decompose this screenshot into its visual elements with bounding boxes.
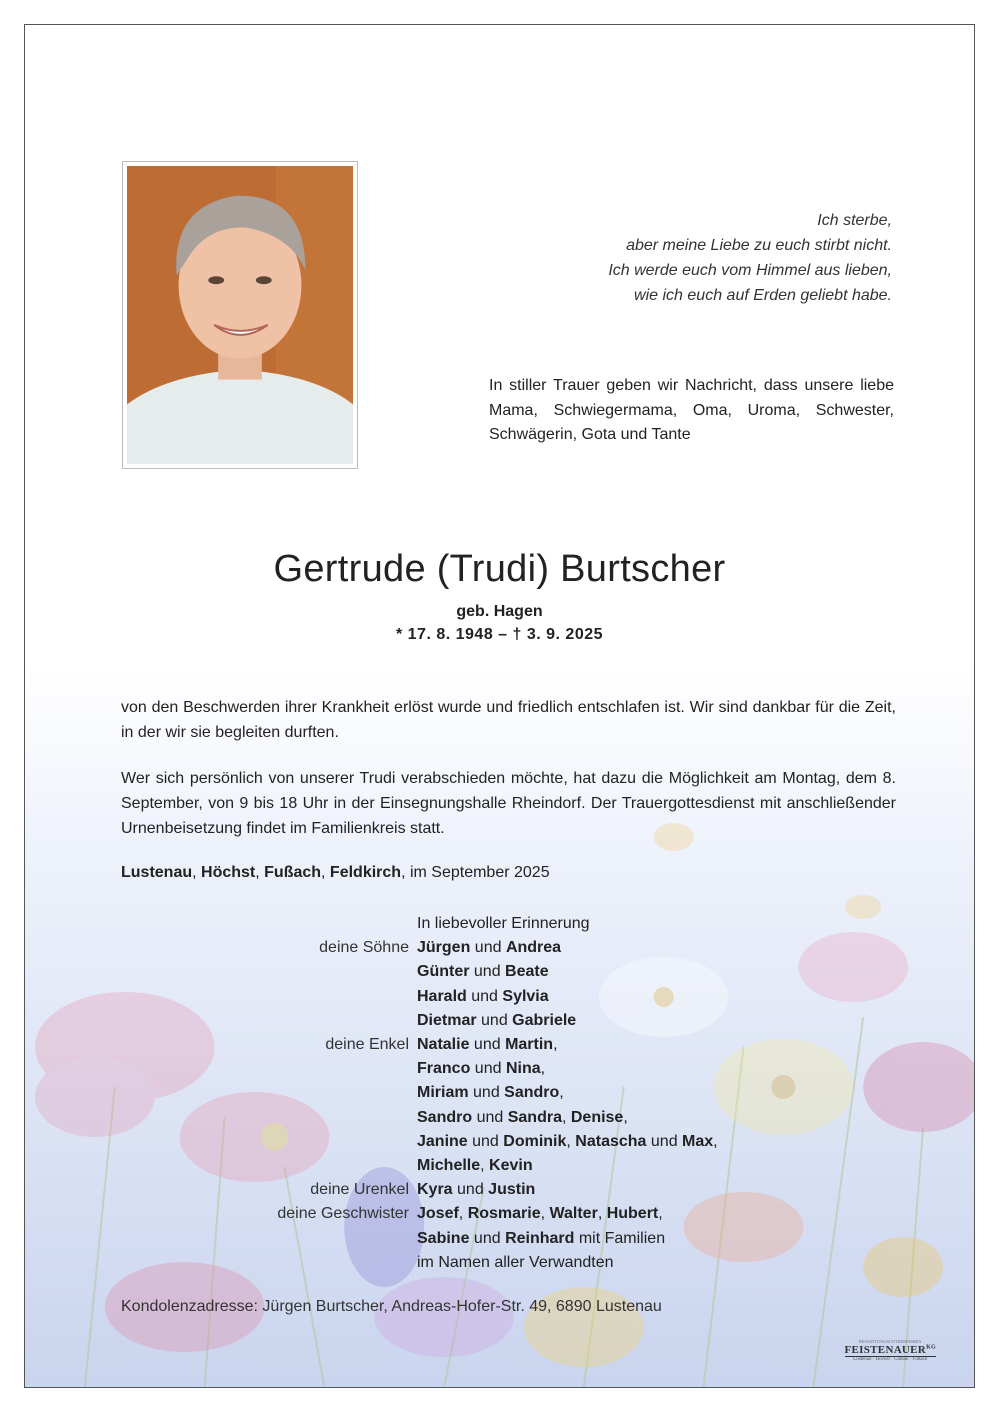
mourner-names: Josef, Rosmarie, Walter, Hubert, — [417, 1205, 663, 1223]
mourner-relation-label: deine Urenkel — [310, 1181, 409, 1199]
mourner-row — [121, 1251, 896, 1275]
mourner-relation-label — [121, 1227, 417, 1251]
quote-line: aber meine Liebe zu euch stirbt nicht. — [626, 237, 892, 254]
mourner-names: Günter und Beate — [417, 963, 549, 981]
mourner-relation-label — [121, 1057, 417, 1081]
memorial-quote — [608, 208, 892, 308]
mourner-row — [121, 1154, 896, 1178]
deceased-name: Gertrude (Trudi) Burtscher — [273, 548, 726, 590]
mourner-names: im Namen aller Verwandten — [417, 1253, 614, 1271]
mourner-row — [121, 985, 896, 1009]
mourner-row — [121, 1202, 896, 1226]
funeral-home-logo — [845, 1339, 936, 1362]
places-and-date: Lustenau, Höchst, Fußach, Feldkirch, im September 2025 — [121, 864, 550, 881]
mourner-names: Miriam und Sandro, — [417, 1084, 564, 1102]
mourner-row — [121, 1178, 896, 1202]
mourner-relation-label — [121, 1009, 417, 1033]
mourner-relation-label: deine Enkel — [325, 1036, 409, 1054]
mourner-names: Natalie und Martin, — [417, 1036, 558, 1054]
mourner-relation-label — [121, 1130, 417, 1154]
mourner-names: Kyra und Justin — [417, 1181, 536, 1199]
place-town: Feldkirch — [329, 864, 402, 881]
maiden-name: geb. Hagen — [456, 603, 543, 620]
portrait-photo — [122, 161, 358, 469]
logo-locations: Lustenau · Höchst · Gaißau · Fußach — [853, 1357, 928, 1362]
mourner-relation-label: deine Geschwister — [277, 1205, 409, 1223]
mourner-relation-label: deine Söhne — [319, 939, 409, 957]
portrait-illustration — [127, 166, 353, 464]
mourner-row — [121, 936, 896, 960]
mourner-names: Janine und Dominik, Natascha und Max, — [417, 1132, 718, 1150]
quote-line: wie ich euch auf Erden geliebt habe. — [634, 287, 892, 304]
mourner-row — [121, 1057, 896, 1081]
mourner-names: Michelle, Kevin — [417, 1157, 533, 1175]
paragraph-farewell: Wer sich persönlich von unserer Trudi verabschieden möchte, hat dazu die Möglichkeit am Montag, dem 8. September, von 9 bis 18 Uhr in der Einsegnungshalle Rheindorf. Der Trauergottesdienst mit anschließender Urnenbeisetzung findet im Familienkreis statt. — [121, 770, 896, 837]
mourner-row — [121, 1130, 896, 1154]
mourner-row — [121, 960, 896, 984]
logo-name: $FEISTENAUER^{KG}$ — [844, 1344, 936, 1356]
logo-tagline: BESTATTUNGSUNTERNEHMEN — [858, 1339, 922, 1344]
places-suffix: , im September 2025 — [401, 864, 550, 881]
condolence-address: Kondolenzadresse: Jürgen Burtscher, Andreas-Hofer-Str. 49, 6890 Lustenau — [121, 1298, 662, 1315]
mourner-row — [121, 1227, 896, 1251]
mourner-row — [121, 1106, 896, 1130]
mourners-list — [121, 912, 896, 1275]
mourner-row — [121, 1081, 896, 1105]
mourner-relation-label — [121, 960, 417, 984]
mourner-names: Franco und Nina, — [417, 1060, 546, 1078]
place-town: Höchst — [201, 864, 256, 881]
quote-line: Ich werde euch vom Himmel aus lieben, — [608, 262, 892, 279]
mourner-names: Dietmar und Gabriele — [417, 1011, 577, 1029]
place-town: Lustenau — [121, 864, 193, 881]
mourner-names: Jürgen und Andrea — [417, 939, 562, 957]
mourner-relation-label — [121, 985, 417, 1009]
place-town: Fußach — [264, 864, 322, 881]
mourner-relation-label — [121, 1081, 417, 1105]
mourners-heading-row — [121, 912, 896, 936]
mourner-row — [121, 1009, 896, 1033]
quote-line: Ich sterbe, — [817, 212, 892, 229]
paragraph-passing: von den Beschwerden ihrer Krankheit erlöst wurde und friedlich entschlafen ist. Wir sind dankbar für die Zeit, in der wir sie begleiten durften. — [121, 699, 896, 741]
life-dates: * 17. 8. 1948 – † 3. 9. 2025 — [395, 626, 604, 643]
mourner-relation-label — [121, 1154, 417, 1178]
announcement-intro: In stiller Trauer geben wir Nachricht, dass unsere liebe Mama, Schwiegermama, Oma, Uroma, Schwester, Schwägerin, Gota und Tante — [489, 377, 894, 443]
mourner-names: Sabine und Reinhard mit Familien — [417, 1229, 666, 1247]
mourners-heading: In liebevoller Erinnerung — [417, 915, 590, 932]
mourner-row — [121, 1033, 896, 1057]
mourner-relation-label — [121, 1251, 417, 1275]
obituary-card — [24, 24, 975, 1388]
mourner-names: Harald und Sylvia — [417, 987, 549, 1005]
mourner-names: Sandro und Sandra, Denise, — [417, 1108, 628, 1126]
mourner-relation-label — [121, 1106, 417, 1130]
